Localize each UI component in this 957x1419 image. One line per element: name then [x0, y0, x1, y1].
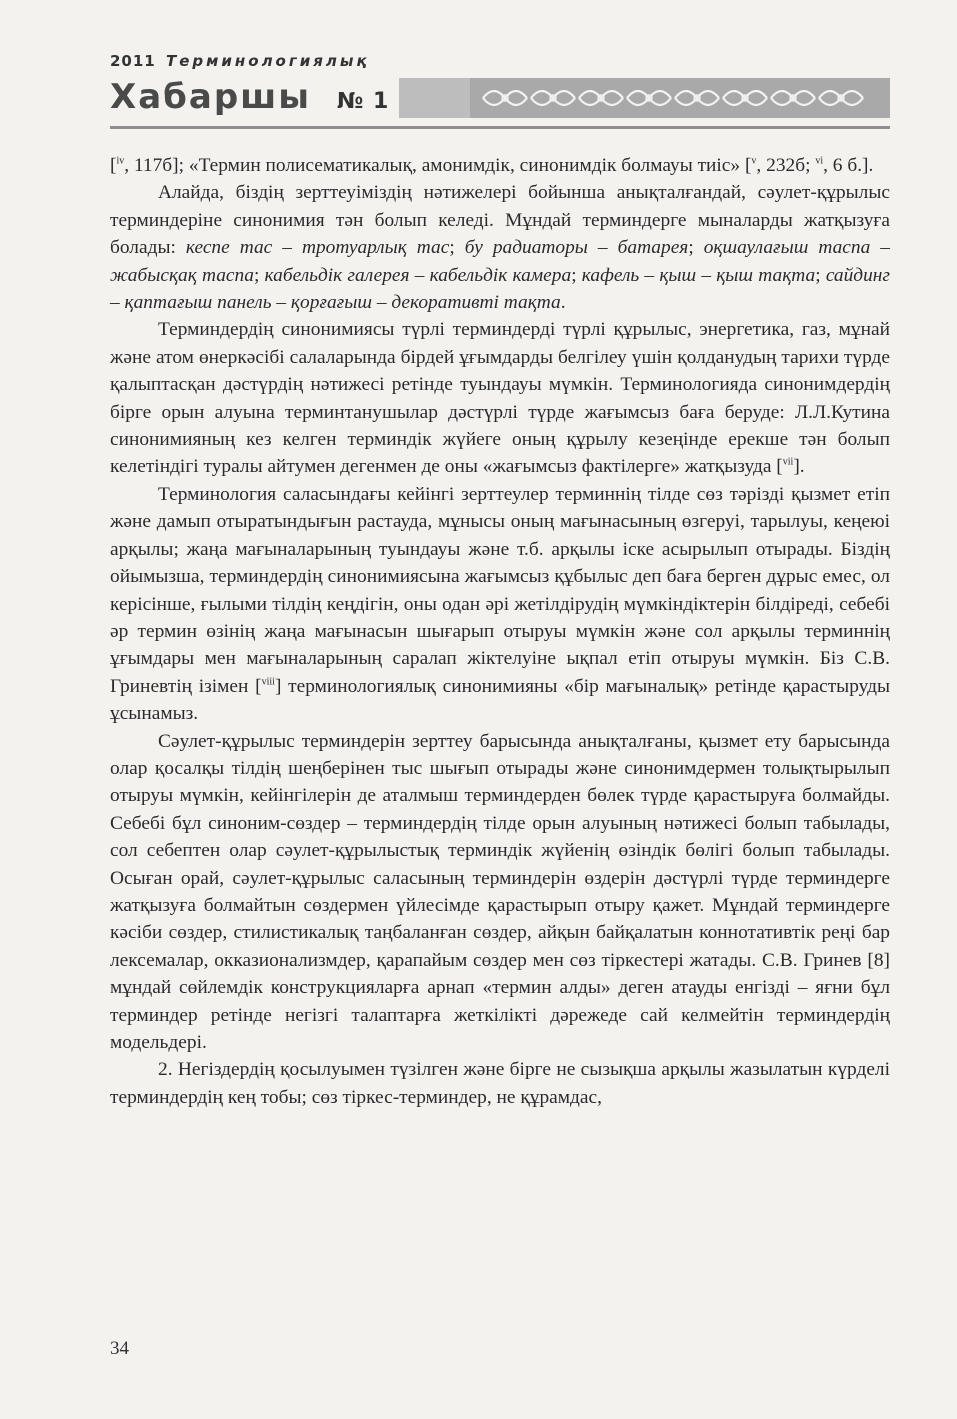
journal-title-block	[110, 74, 399, 125]
issue-number: № 1	[336, 89, 390, 114]
text-run: [	[110, 155, 117, 176]
paragraph	[110, 152, 890, 179]
header-rule	[110, 126, 890, 129]
ornament-pattern-icon	[480, 80, 880, 116]
text-run: 2. Негіздердің қосылуымен түзілген және бірге не сызықша арқылы жазылатын күрделі терминдердің кең тобы; сөз тіркес-терминдер, не құрамдас,	[110, 1059, 890, 1108]
footnote-ref: vii	[782, 457, 794, 468]
header-top-line	[110, 52, 370, 70]
journal-title: Хабаршы	[110, 77, 312, 117]
text-run: ;	[688, 237, 704, 259]
term-example: сайдинг – қаптағыш панель – қорғағыш – декоративті тақта	[110, 264, 890, 314]
article-body	[110, 152, 890, 1111]
text-run: ].	[793, 456, 805, 478]
text-run: Терминология саласындағы кейінгі зерттеулер терминнің тілде сөз тәрізді қызмет етіп және дамып отыратындығын растауда, мұнысы оның мағынасының өзгеруі, тарылуы, кеңеюі арқылы; жаңа мағыналарының туындауы және т.б. арқылы іске асырылып отырады. Біздің ойымызша, терминдердің синонимиясына жағымсыз құбылыс деп баға берген дұрыс емес, ол керісінше, ғылыми тілдің кеңдігін, оны одан әрі жетілдірудің мүмкіндіктерін білдіреді, себебі әр термин өзінің жаңа мағынасын шығарып отыруы мүмкін және сол арқылы терминнің ұғымдары мен мағыналарының саралап жіктелуіне ықпал етіп отыруы мүмкін. Біз С.В. Гриневтің ізімен [	[110, 483, 890, 697]
text-run: Терминдердің синонимиясы түрлі терминдерді түрлі құрылыс, энергетика, газ, мұнай және атом өнеркәсібі салаларында бірдей ұғымдарды белгілеу үшін қолданудың тарихи түрде қалыптасқан дәстүрдің нәтижесі ретінде туындауы мүмкін. Терминологияда синонимдердің бірге орын алуына терминтанушылар дәстүрлі түрде жағымсыз баға беруде: Л.Л.Кутина синонимияның кез келген терминдік жүйеге оның құрылу кезеңінде ерекше тән болып келетіндігі туралы айтумен дегенмен де оны «жағымсыз фактілерге» жатқызуда [	[110, 319, 890, 478]
term-example: оқшаулағыш таспа – жабысқақ таспа	[110, 237, 890, 286]
text-run: Сәулет-құрылыс терминдерін зерттеу барысында анықталғаны, қызмет ету барысында олар қосалқы тілдің шеңберінен тыс шығып отырады және синонимдермен толықтырылып отыруы мүмкін, кейінгілерін де аталмыш терминдерден бөлек түрде қарастыруға болмайды. Себебі бұл синоним-сөздер – терминдердің тілде орын алуының нәтижесі болып табылады, сол себептен олар сәулет-құрылыстық терминдік жүйенің өзіндік бөлігі болып табылады. Осыған орай, сәулет-құрылыс саласының терминдерін өздерін дәстүрлі түрде терминдерге жатқызуға болмайтын сөздермен үйлесімде қарастырып отыру қажет. Мұндай терминдерге кәсіби сөздер, стилистикалық таңбаланған сөздер, айқын байқалатын коннотативтік реңі бар лексемалар, окказионализмдер, қарапайым сөздер мен сөз тіркестері жатады. С.В. Гринев [8] мұндай сөйлемдік конструкцияларға арнап «термин алды» деген атауды енгізді – яғни бұл терминдер ретінде негізгі талаптарға жеткілікті дәрежеде сай келмейтін терминдердің модельдері.	[110, 730, 890, 1053]
journal-header	[110, 52, 890, 132]
term-example: бу радиаторы – батарея	[464, 237, 689, 259]
paragraph	[110, 481, 890, 728]
term-example: кафель – қыш – қыш тақта	[581, 264, 816, 286]
footnote-ref: iv	[116, 155, 125, 167]
paragraph	[110, 179, 890, 316]
term-example: кеспе тас – тротуарлық тас	[185, 237, 450, 259]
paragraph	[110, 1056, 890, 1111]
text-run: , 117б]; «Термин полисематикалық, амонимдік, синонимдік болмауы тиіс» [	[124, 155, 752, 176]
term-example: кабельдік галерея – кабельдік камера	[264, 264, 572, 286]
journal-word: Терминологиялық	[165, 52, 370, 70]
text-run: Алайда, біздің зерттеуіміздің нәтижелері бойынша анықталғандай, сәулет-құрылыс терминдеріне синонимия тән болып келеді. Мұндай терминдерге мыналарды жатқызуға болады:	[110, 182, 890, 259]
paragraph	[110, 728, 890, 1057]
journal-year: 2011	[110, 52, 156, 70]
paragraph	[110, 316, 890, 480]
text-run: ;	[449, 237, 465, 259]
footnote-ref: v	[751, 155, 757, 167]
text-run: , 232б;	[756, 155, 816, 176]
footnote-ref: vi	[815, 155, 824, 167]
text-run: .	[560, 292, 566, 314]
page-number: 34	[110, 1338, 129, 1359]
text-run: ;	[253, 264, 265, 286]
text-run: , 6 б.].	[823, 155, 874, 176]
text-run: ;	[571, 264, 582, 286]
footnote-ref: viii	[261, 676, 275, 688]
text-run: ;	[815, 264, 826, 286]
text-run: ] терминологиялық синонимияны «бір мағыналық» ретінде қарастыруды ұсынамыз.	[110, 675, 890, 725]
